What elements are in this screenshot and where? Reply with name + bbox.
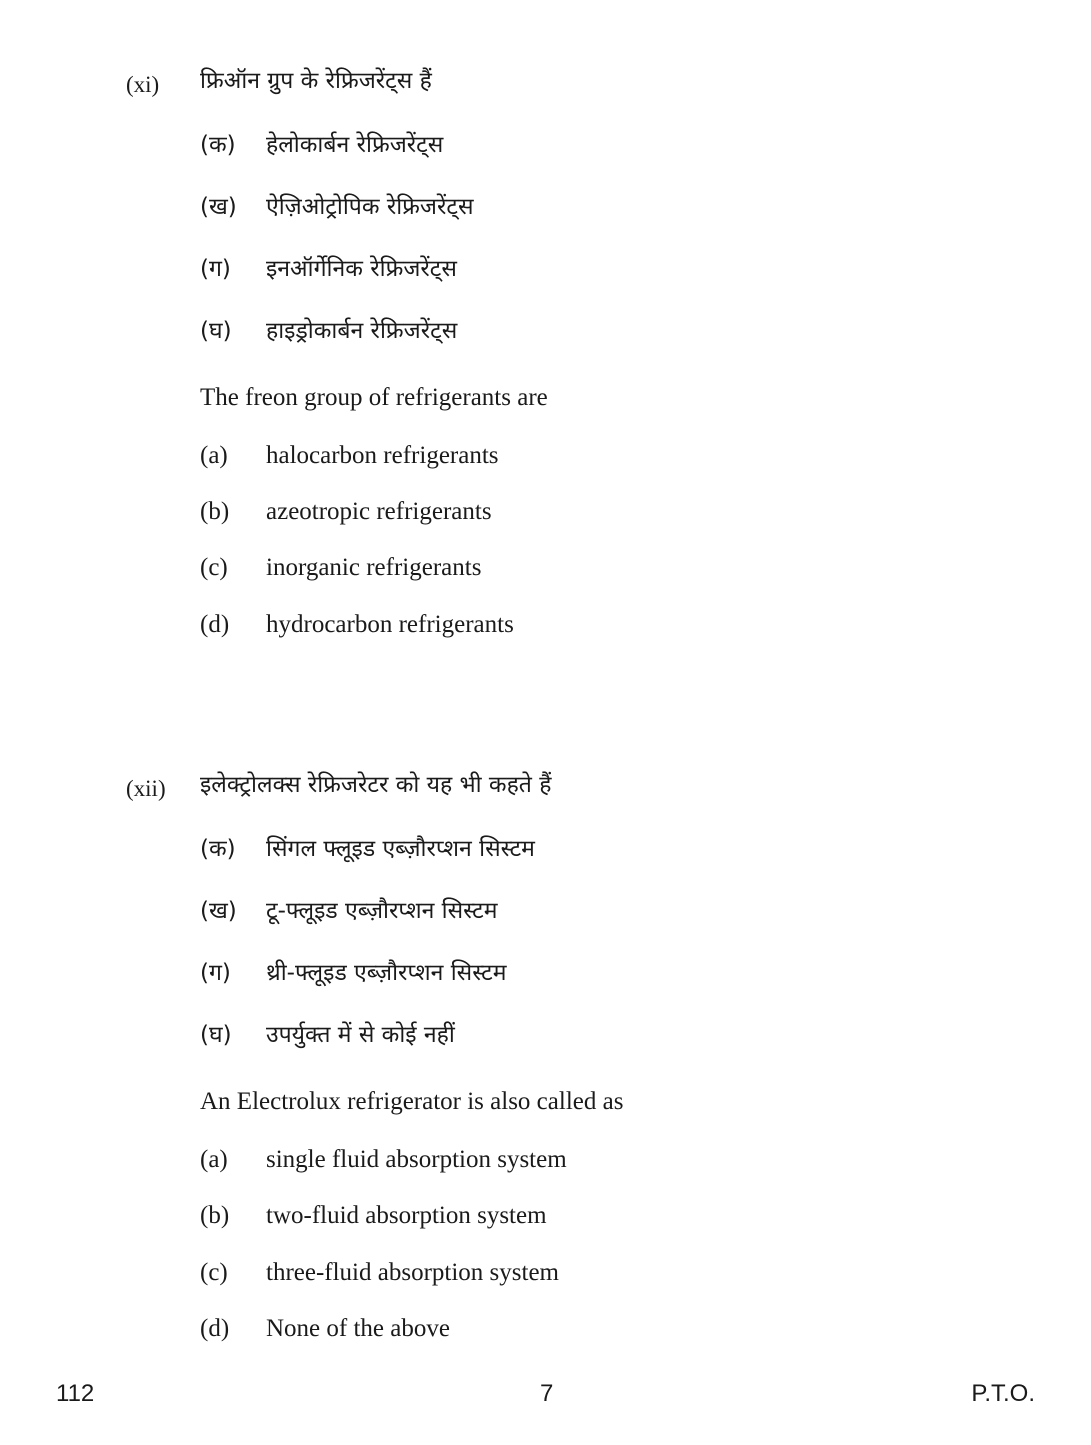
option-label: (ग)	[200, 256, 231, 282]
paper-code: 112	[56, 1380, 95, 1407]
option-label: (ख)	[200, 898, 237, 924]
option-text: ऐज़िओट्रोपिक रेफ्रिजरेंट्स	[266, 194, 474, 220]
question-stem-hindi: फ्रिऑन ग्रुप के रेफ्रिजरेंट्स हैं	[200, 68, 432, 94]
option-text: टू-फ्लूइड एब्ज़ौरप्शन सिस्टम	[266, 898, 498, 924]
option-text: उपर्युक्त में से कोई नहीं	[266, 1022, 455, 1048]
question-stem-hindi: इलेक्ट्रोलक्स रेफ्रिजरेटर को यह भी कहते हैं	[200, 772, 552, 798]
option-label: (ख)	[200, 194, 237, 220]
option-label: (क)	[200, 132, 236, 158]
option-label: (b)	[200, 498, 230, 525]
option-text: सिंगल फ्लूइड एब्ज़ौरप्शन सिस्टम	[266, 836, 535, 862]
question-number: (xi)	[126, 72, 160, 97]
question-number: (xii)	[126, 776, 166, 801]
option-text: hydrocarbon refrigerants	[266, 611, 514, 638]
option-text: inorganic refrigerants	[266, 554, 482, 581]
option-text: हाइड्रोकार्बन रेफ्रिजरेंट्स	[266, 318, 458, 344]
option-text: azeotropic refrigerants	[266, 498, 492, 525]
pto-label: P.T.O.	[971, 1380, 1035, 1407]
option-text: None of the above	[266, 1315, 450, 1342]
option-label: (c)	[200, 1259, 228, 1286]
option-label: (क)	[200, 836, 236, 862]
question-stem-english: The freon group of refrigerants are	[200, 384, 548, 411]
page-number: 7	[540, 1380, 554, 1407]
option-text: थ्री-फ्लूइड एब्ज़ौरप्शन सिस्टम	[266, 960, 507, 986]
option-text: three-fluid absorption system	[266, 1259, 559, 1286]
option-label: (c)	[200, 554, 228, 581]
option-text: इनऑर्गेनिक रेफ्रिजरेंट्स	[266, 256, 457, 282]
option-label: (घ)	[200, 1022, 232, 1048]
option-label: (ग)	[200, 960, 231, 986]
option-label: (d)	[200, 1315, 230, 1342]
option-text: two-fluid absorption system	[266, 1202, 547, 1229]
option-label: (a)	[200, 1146, 228, 1173]
option-label: (b)	[200, 1202, 230, 1229]
option-text: single fluid absorption system	[266, 1146, 567, 1173]
option-label: (d)	[200, 611, 230, 638]
question-stem-english: An Electrolux refrigerator is also called as	[200, 1088, 624, 1115]
option-text: हेलोकार्बन रेफ्रिजरेंट्स	[266, 132, 444, 158]
option-label: (घ)	[200, 318, 232, 344]
option-label: (a)	[200, 442, 228, 469]
option-text: halocarbon refrigerants	[266, 442, 499, 469]
